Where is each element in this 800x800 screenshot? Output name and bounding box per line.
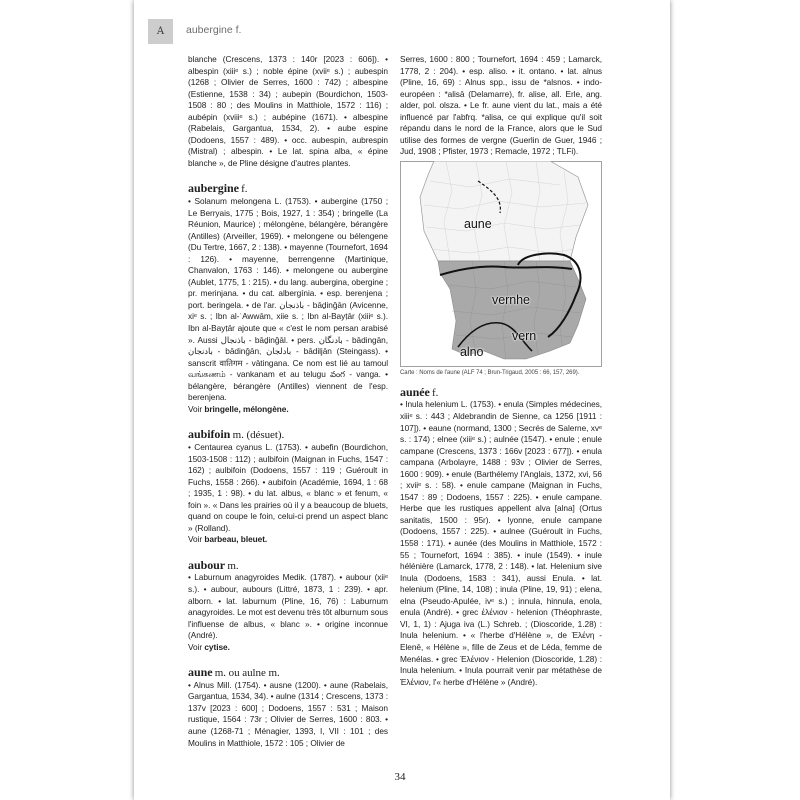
cross-reference: [188, 642, 388, 654]
see-prefix: Voir: [188, 641, 205, 652]
grammar-label: f.: [432, 386, 439, 399]
entry-aubifoin: [188, 427, 388, 545]
headword: aubergine: [188, 181, 239, 196]
aubepine-entry-continuation: blanche (Crescens, 1373 : 140r [2023 : 606]). • albespin (xiiiᵉ s.) ; noble épine (xviiᵉ s.) ; aubespin (1268 ; Olivier de Serres, 1600 : 742) ; albespine (Estienne, 1538 : 34) ; aubepin (Bourdichon, 1503-1508 : 80 ; des Moulins in Matthiole, 1572 : 116) ; aubépin (xviiiᵉ s.) ; aubépine (1671). • albespine (Rabelais, Gargantua, 1534, 2). • aube espine (Dodoens, 1557 : 489). • occ. aubespin, aubrespin (Mistral) ; albespin. • Le lat. spina alba, « épine blanche », de Pline désigne d'autres plantes.: [188, 54, 388, 168]
see-terms: cytise.: [204, 641, 230, 652]
entry-aubergine: [188, 181, 388, 415]
left-column: [188, 54, 388, 749]
entry-body: • Laburnum anagyroides Medik. (1787). • aubour (xiiᵉ s.). • aubour, aubours (Littré, 1873, 1 : 239). • apr. alborn. • lat. laburnum (Pline, 16, 76) : Laburnum anagyroides. Le mot est devenu très tôt alburnum sous l'influense de albus, « blanc ». • origine inconnue (André).: [188, 572, 388, 641]
entry-body: • Centaurea cyanus L. (1753). • aubefin (Bourdichon, 1503-1508 : 112) ; aulbifoin (Maignan in Fuchs, 1547 : 162) ; aulbifoin (Dodoens, 1557 : 119 ; Guéroult in Fuchs, 1558 : 266). • aubifoin (Académie, 1694, 1 : 68 ; 1935, 1 : 98). • du lat. albus, « blanc » et fenum, « foin ». « Dans les prairies où il y a beaucoup de bluets, quand on coupe le foin, celui-ci prend un aspect blanc » (Rolland).: [188, 441, 388, 533]
page-number: 34: [394, 771, 406, 783]
entry-aubour: [188, 558, 388, 653]
entry-body: • Solanum melongena L. (1753). • aubergine (1750 ; Le Berryais, 1775 ; Bois, 1927, 1 : 354) ; bringelle (La Réunion, Maurice) ; mélongène, bélangère, bérangère (Antilles) (Arveiller, 1969). • melongene ou bélengene (Du Tertre, 1667, 2 : 138). • mayenne (Tournefort, 1694 : 126). • mayenne, berrengenne (Martinique, Chanvalon, 1763 : 146). • melongene ou aubergine (Aublet, 1775, 1 : 215). • du lang. aubergina, obergine ; pr. merinjana. • du cat. albergínia. • esp. berenjena ; port. beringela. • de l'ar. باذنجان - bāḏinğān (Avicenne, xiᵉ s. ; Ibn al-ʿAwwām, xiie s. ; Ibn al-Bayṭār (xiiiᵉ s.). Ibn al-Bayṭār ajoute que « c'est le nom persan arabisé ». Aussi باذنجال - bāḏinğāl. • pers. بادنگان - bādingān, بادنجان - bādinğān, بادلجان - bādiljān (Steingass). • sanscrit वातिगम - vātingana. Ce nom est lié au tamoul வங்கணம் - vankanam et au telugu వంగ - vanga. • bélangère, bérangère (Antilles) viennent de l'esp. berenjena.: [188, 196, 388, 403]
cross-reference: [188, 404, 388, 416]
headword: aubour: [188, 557, 226, 572]
grammar-label: m.: [227, 559, 239, 572]
headword: aunée: [400, 384, 430, 399]
see-terms: barbeau, bleuet.: [204, 534, 268, 545]
entry-heading: [188, 665, 388, 680]
entry-aunee: [400, 385, 602, 688]
map-label-vernhe: vernhe: [492, 292, 530, 307]
aune-entry-continuation: Serres, 1600 : 800 ; Tournefort, 1694 : 459 ; Lamarck, 1778, 2 : 204). • esp. aliso. • it. ontano. • lat. alnus (Pline, 16, 69) : Alnus spp., issu de *alsnos. • indo-européen : *alisā (Delamarre), fr. alise, all. Erle, ang. alder, pol. olsza. • Le fr. aune vient du lat., mais a été influencé par l'abfrq. *alisa, ce qui explique qu'il soit répandu dans le nord de la France, alors que le Sud utilise des formes de vergne (Guerlin de Guer, 1946 ; Jud, 1908 ; Pfister, 1973 ; Remacle, 1972 ; TLFi).: [400, 54, 602, 157]
headword: aubifoin: [188, 427, 231, 442]
map-label-vern: vern: [512, 328, 537, 343]
right-column: [400, 54, 602, 688]
see-terms: bringelle, mélongène.: [204, 403, 289, 414]
alder-names-map: [400, 161, 602, 367]
northern-france-area: [420, 161, 588, 261]
entry-body: • Alnus Mill. (1754). • ausne (1200). • aune (Rabelais, Gargantua, 1534, 34). • aulne (1314 ; Crescens, 1373 : 137v [2023 : 600] ; Dodoens, 1557 : 531 ; Maison rustique, 1564 : 73r ; Olivier de Serres, 1600 : 803. • aune (1268-71 ; Ménagier, 1393, I, VII : 101 ; des Moulins in Matthiole, 1572 : 105 ; Olivier de: [188, 679, 388, 748]
entry-heading: [400, 385, 602, 400]
grammar-label: f.: [241, 183, 248, 196]
see-prefix: Voir: [188, 403, 205, 414]
entry-body: • Inula helenium L. (1753). • enula (Simples médecines, xiiiᵉ s. : 443 ; Aldebrandin de Sienne, ca 1256 [1911 : 107]). • eaune (normand, 1300 ; Secrés de Salerne, xvᵉ s. : 174) ; elnee (xiiiᵉ s.) ; aulnée (1547). • enule ; enule campane (Crescens, 1373 : 166v [2023 : 677]). • enula campana (Arbolayre, 1488 : 93v ; Olivier de Serres, 1600 : 909). • enule (Barthélemy l'Anglais, 1372, xvi, 56 ; xviiᵉ s. : 58). • enule campane (Maignan in Fuchs, 1547 : 89 ; Dodoens, 1557 : 225). • enule campane. Herbe que les rustiques appellent alva [alna] (Ortus sanitatis, 1500 : 95r). • lyonne, enule campane (Dodoens, 1557 : 225). • aulnee (Guéroult in Fuchs, 1558 : 171). • aunée (des Moulins in Matthiole, 1572 : 55 ; Tournefort, 1694 : 385). • inule (1549). • inule hélénière (Lamarck, 1778, 2 : 148). • lat. Helenium sive Inula (Dodoens, 1583 : 341), aussi Enula. • lat. helenium (Pline, 14, 108) ; inula (Pline, 19, 91) ; elena, elna (Pseudo-Apulée, ivᵉ s.) ; innula, hinnula, enola, enula (André). • grec ἑλένιον - helenion (Théophraste, VI, 1, 1) : Ajuga iva (L.) Schreb. ; (Dioscoride, 1.28) : Inula helenium. • « l'herbe d'Hélène », de Ἑλένη - Elenē, « Hélène », fille de Zeus et de Léda, femme de Menélas. • grec Ἑλένιον - Helenion (Dioscoride, 1.28) : Inula helenium. • Inula pourrait venir par métathèse de Ἑλένιον, l'« herbe d'Hélène » (André).: [400, 399, 602, 687]
entry-heading: [188, 558, 388, 573]
map-caption: Carte : Noms de l'aune (ALF 74 ; Brun-Trigaud, 2005 : 66, 157, 269).: [400, 369, 580, 376]
map-label-aune: aune: [464, 216, 492, 231]
grammar-label: m. (désuet).: [232, 429, 285, 442]
see-prefix: Voir: [188, 534, 205, 545]
entry-aune: [188, 665, 388, 749]
entry-heading: [188, 427, 388, 442]
running-head: aubergine f.: [186, 24, 242, 36]
entry-heading: [188, 181, 388, 196]
cross-reference: [188, 534, 388, 546]
headword: aune: [188, 665, 213, 680]
grammar-label: m. ou aulne m.: [214, 667, 280, 680]
section-letter-tab: A: [148, 19, 173, 44]
map-label-alno: alno: [460, 344, 484, 359]
france-dialect-map: [400, 161, 602, 367]
